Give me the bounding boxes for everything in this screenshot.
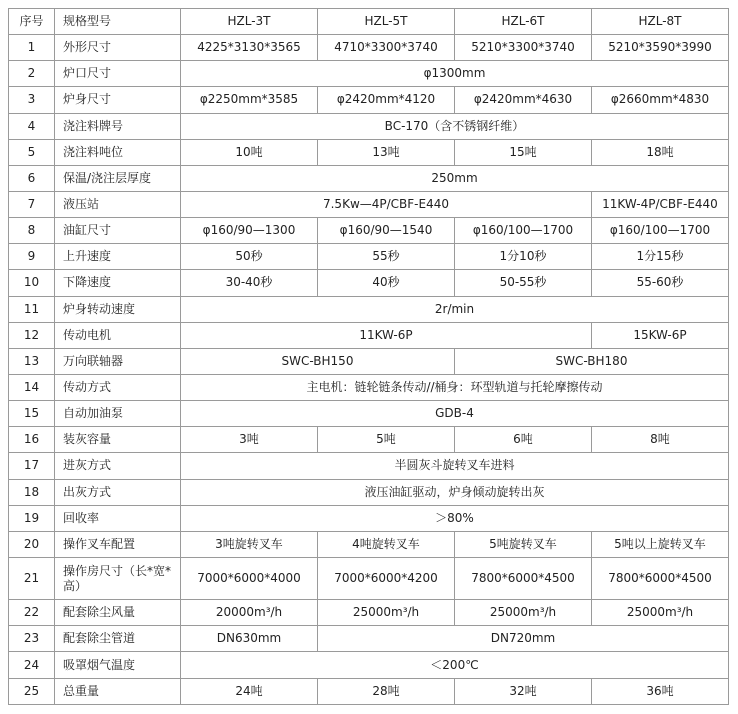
- row-index: 19: [9, 505, 55, 531]
- table-row: [9, 626, 729, 652]
- row-label: 回收率: [55, 505, 181, 531]
- row-value: 40秒: [318, 270, 455, 296]
- table-row: [9, 322, 729, 348]
- header-name: 规格型号: [55, 9, 181, 35]
- row-value: φ2660mm*4830: [592, 87, 729, 113]
- row-label: 装灰容量: [55, 427, 181, 453]
- header-model: HZL-6T: [455, 9, 592, 35]
- row-label: 吸罩烟气温度: [55, 652, 181, 678]
- row-value: 3吨: [181, 427, 318, 453]
- row-value: φ2420mm*4120: [318, 87, 455, 113]
- row-value: 10吨: [181, 139, 318, 165]
- row-value: SWC-BH150: [181, 348, 455, 374]
- row-value: 30-40秒: [181, 270, 318, 296]
- row-label: 传动电机: [55, 322, 181, 348]
- row-value: 7.5Kw—4P/CBF-E440: [181, 191, 592, 217]
- row-value: φ2250mm*3585: [181, 87, 318, 113]
- row-value: DN720mm: [318, 626, 729, 652]
- table-row: [9, 374, 729, 400]
- row-label: 配套除尘管道: [55, 626, 181, 652]
- row-value: φ1300mm: [181, 61, 729, 87]
- row-index: 2: [9, 61, 55, 87]
- row-index: 13: [9, 348, 55, 374]
- row-value: 25000m³/h: [455, 600, 592, 626]
- row-label: 自动加油泵: [55, 401, 181, 427]
- table-row: [9, 87, 729, 113]
- table-row: [9, 218, 729, 244]
- row-label: 炉口尺寸: [55, 61, 181, 87]
- row-label: 浇注料牌号: [55, 113, 181, 139]
- table-row: [9, 61, 729, 87]
- row-value: 5吨旋转叉车: [455, 531, 592, 557]
- row-value: 28吨: [318, 678, 455, 704]
- row-value: 3吨旋转叉车: [181, 531, 318, 557]
- row-value: φ160/100—1700: [592, 218, 729, 244]
- table-row: [9, 139, 729, 165]
- table-row: [9, 505, 729, 531]
- row-index: 23: [9, 626, 55, 652]
- row-value: GDB-4: [181, 401, 729, 427]
- row-value: φ2420mm*4630: [455, 87, 592, 113]
- row-value: 36吨: [592, 678, 729, 704]
- row-value: 5210*3300*3740: [455, 35, 592, 61]
- table-row: [9, 453, 729, 479]
- row-value: 4225*3130*3565: [181, 35, 318, 61]
- row-label: 操作叉车配置: [55, 531, 181, 557]
- row-label: 万向联轴器: [55, 348, 181, 374]
- row-index: 9: [9, 244, 55, 270]
- row-value: 50秒: [181, 244, 318, 270]
- row-value: ＜200℃: [181, 652, 729, 678]
- row-index: 16: [9, 427, 55, 453]
- row-value: 1分15秒: [592, 244, 729, 270]
- header-row: [9, 9, 729, 35]
- row-value: 5吨以上旋转叉车: [592, 531, 729, 557]
- row-value: 55-60秒: [592, 270, 729, 296]
- row-value: 18吨: [592, 139, 729, 165]
- table-row: [9, 191, 729, 217]
- row-label: 外形尺寸: [55, 35, 181, 61]
- row-value: 15KW-6P: [592, 322, 729, 348]
- row-value: 25000m³/h: [592, 600, 729, 626]
- table-row: [9, 270, 729, 296]
- row-value: 32吨: [455, 678, 592, 704]
- row-index: 12: [9, 322, 55, 348]
- row-value: 4吨旋转叉车: [318, 531, 455, 557]
- row-value: BC-170（含不锈钢纤维）: [181, 113, 729, 139]
- row-label: 保温/浇注层厚度: [55, 165, 181, 191]
- row-value: DN630mm: [181, 626, 318, 652]
- row-label: 出灰方式: [55, 479, 181, 505]
- row-index: 15: [9, 401, 55, 427]
- row-value: 7000*6000*4000: [181, 557, 318, 599]
- table-row: [9, 113, 729, 139]
- row-value: 250mm: [181, 165, 729, 191]
- row-value: 1分10秒: [455, 244, 592, 270]
- row-value: 4710*3300*3740: [318, 35, 455, 61]
- row-value: 13吨: [318, 139, 455, 165]
- row-index: 3: [9, 87, 55, 113]
- row-value: SWC-BH180: [455, 348, 729, 374]
- row-value: φ160/90—1300: [181, 218, 318, 244]
- header-model: HZL-5T: [318, 9, 455, 35]
- row-index: 18: [9, 479, 55, 505]
- table-row: [9, 35, 729, 61]
- row-index: 17: [9, 453, 55, 479]
- row-value: 5210*3590*3990: [592, 35, 729, 61]
- row-index: 1: [9, 35, 55, 61]
- row-label: 配套除尘风量: [55, 600, 181, 626]
- row-label: 炉身转动速度: [55, 296, 181, 322]
- table-row: [9, 348, 729, 374]
- row-value: 7800*6000*4500: [455, 557, 592, 599]
- row-label: 进灰方式: [55, 453, 181, 479]
- row-label: 总重量: [55, 678, 181, 704]
- table-row: [9, 479, 729, 505]
- row-index: 24: [9, 652, 55, 678]
- table-row: [9, 600, 729, 626]
- row-index: 21: [9, 557, 55, 599]
- row-value: φ160/100—1700: [455, 218, 592, 244]
- row-value: 24吨: [181, 678, 318, 704]
- row-index: 7: [9, 191, 55, 217]
- row-value: 20000m³/h: [181, 600, 318, 626]
- header-index: 序号: [9, 9, 55, 35]
- row-value: φ160/90—1540: [318, 218, 455, 244]
- row-label: 炉身尺寸: [55, 87, 181, 113]
- table-row: [9, 296, 729, 322]
- row-index: 20: [9, 531, 55, 557]
- table-row: [9, 427, 729, 453]
- row-value: ＞80%: [181, 505, 729, 531]
- row-index: 8: [9, 218, 55, 244]
- row-label: 传动方式: [55, 374, 181, 400]
- row-label: 浇注料吨位: [55, 139, 181, 165]
- row-value: 15吨: [455, 139, 592, 165]
- row-value: 50-55秒: [455, 270, 592, 296]
- row-value: 8吨: [592, 427, 729, 453]
- row-value: 7000*6000*4200: [318, 557, 455, 599]
- row-value: 55秒: [318, 244, 455, 270]
- row-label: 下降速度: [55, 270, 181, 296]
- table-row: [9, 531, 729, 557]
- spec-table: [8, 8, 729, 705]
- row-value: 主电机：链轮链条传动//桶身：环型轨道与托轮摩擦传动: [181, 374, 729, 400]
- row-label: 操作房尺寸（长*宽*高）: [55, 557, 181, 599]
- table-row: [9, 165, 729, 191]
- row-index: 5: [9, 139, 55, 165]
- row-label: 上升速度: [55, 244, 181, 270]
- row-value: 5吨: [318, 427, 455, 453]
- table-row: [9, 652, 729, 678]
- table-row: [9, 244, 729, 270]
- row-value: 11KW-6P: [181, 322, 592, 348]
- row-index: 10: [9, 270, 55, 296]
- row-index: 25: [9, 678, 55, 704]
- header-model: HZL-3T: [181, 9, 318, 35]
- row-index: 14: [9, 374, 55, 400]
- row-value: 半圆灰斗旋转叉车进料: [181, 453, 729, 479]
- row-index: 4: [9, 113, 55, 139]
- header-model: HZL-8T: [592, 9, 729, 35]
- row-label: 液压站: [55, 191, 181, 217]
- row-index: 6: [9, 165, 55, 191]
- row-value: 7800*6000*4500: [592, 557, 729, 599]
- table-row: [9, 401, 729, 427]
- row-value: 2r/min: [181, 296, 729, 322]
- table-row: [9, 557, 729, 599]
- row-index: 22: [9, 600, 55, 626]
- row-label: 油缸尺寸: [55, 218, 181, 244]
- row-value: 液压油缸驱动，炉身倾动旋转出灰: [181, 479, 729, 505]
- row-value: 25000m³/h: [318, 600, 455, 626]
- row-value: 11KW-4P/CBF-E440: [592, 191, 729, 217]
- row-index: 11: [9, 296, 55, 322]
- table-row: [9, 678, 729, 704]
- row-value: 6吨: [455, 427, 592, 453]
- spec-table-body: [9, 9, 729, 705]
